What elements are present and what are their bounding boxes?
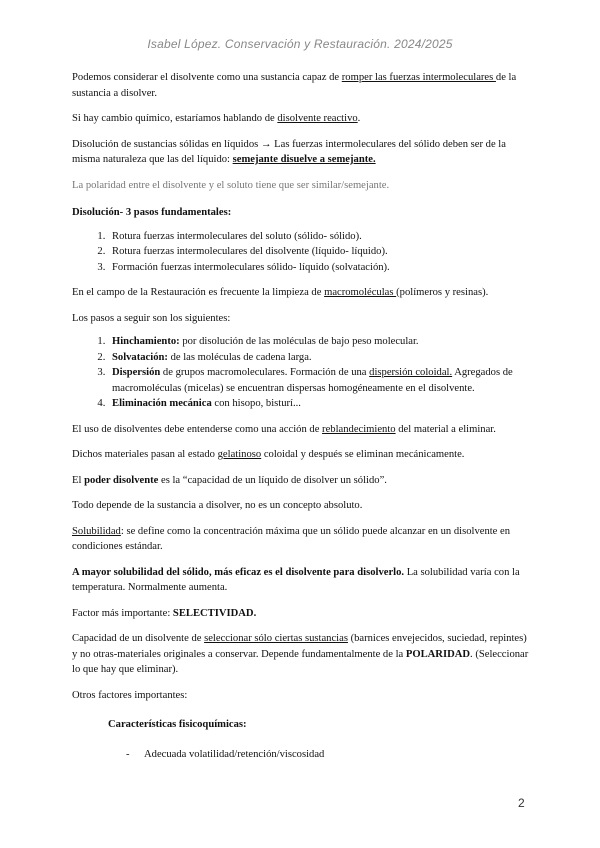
list-item: 1. Rotura fuerzas intermoleculares del soluto (sólido- sólido). — [108, 229, 530, 245]
page-number: 2 — [518, 796, 525, 810]
paragraph-gelatinous: Dichos materiales pasan al estado gelatinoso coloidal y después se eliminan mecánicamente. — [72, 449, 465, 460]
dash-marker: - — [126, 748, 130, 760]
paragraph-other-factors: Otros factores importantes: — [72, 689, 188, 701]
list-item: 2. Solvatación: de las moléculas de cadena larga. — [108, 350, 530, 366]
list-item: 4. Eliminación mecánica con hisopo, bisturí... — [108, 396, 530, 412]
list-item: - Adecuada volatilidad/retención/viscosidad — [72, 747, 530, 763]
page-header: Isabel López. Conservación y Restauración. 2024/2025 — [147, 37, 453, 51]
list-physicochemical — [72, 747, 530, 763]
document-body — [72, 70, 530, 762]
list-dissolution-steps — [72, 229, 530, 276]
paragraph-steps-intro: Los pasos a seguir son los siguientes: — [72, 312, 231, 324]
list-item: 1. Hinchamiento: por disolución de las moléculas de bajo peso molecular. — [108, 334, 530, 350]
heading-physicochemical: Características fisicoquímicas: — [108, 719, 247, 730]
paragraph-polarity: La polaridad entre el disolvente y el soluto tiene que ser similar/semejante. — [72, 179, 390, 191]
paragraph-reactive-solvent: Si hay cambio químico, estaríamos hablando de disolvente reactivo. — [72, 113, 361, 124]
heading-dissolution-steps: Disolución- 3 pasos fundamentales: — [72, 207, 232, 218]
paragraph-solvent-power: El poder disolvente es la “capacidad de un líquido de disolver un sólido”. — [72, 474, 387, 486]
paragraph-restoration: En el campo de la Restauración es frecuente la limpieza de macromoléculas (polímeros y resinas). — [72, 287, 489, 298]
paragraph-solubility-rule: A mayor solubilidad del sólido, más eficaz es el disolvente para disolverlo. La solubilidad varía con la temperatura. Normalmente aumenta. — [72, 566, 520, 593]
paragraph-selectivity-detail: Capacidad de un disolvente de seleccionar sólo ciertas sustancias (barnices envejecidos, suciedad, repintes) y no otras-materiales originales a conservar. Depende fundamentalmente de la POLARIDAD. (Seleccionar lo que hay que eliminar). — [72, 633, 529, 675]
paragraph-solid-dissolution: Disolución de sustancias sólidas en líquidos → Las fuerzas intermoleculares del sólido deben ser de la misma naturaleza que las del líquido: semejante disuelve a semejante. — [72, 138, 506, 165]
list-item: 3. Formación fuerzas intermoleculares sólido- líquido (solvatación). — [108, 260, 530, 276]
paragraph-softening: El uso de disolventes debe entenderse como una acción de reblandecimiento del material a eliminar. — [72, 423, 496, 435]
paragraph-selectivity: Factor más importante: SELECTIVIDAD. — [72, 607, 257, 619]
list-cleaning-steps — [72, 334, 530, 412]
list-item: 2. Rotura fuerzas intermoleculares del disolvente (líquido- líquido). — [108, 244, 530, 260]
paragraph-solvent-definition: Podemos considerar el disolvente como una sustancia capaz de romper las fuerzas intermoleculares de la sustancia a disolver. — [72, 72, 517, 99]
paragraph-not-absolute: Todo depende de la sustancia a disolver, no es un concepto absoluto. — [72, 500, 363, 511]
list-item: 3. Dispersión de grupos macromoleculares. Formación de una dispersión coloidal. Agregados de macromoléculas (micelas) se encuentran dispersas homogéneamente en el disolvente. — [108, 365, 530, 396]
paragraph-solubility: Solubilidad: se define como la concentración máxima que un sólido puede alcanzar en un disolvente en condiciones estándar. — [72, 525, 511, 552]
